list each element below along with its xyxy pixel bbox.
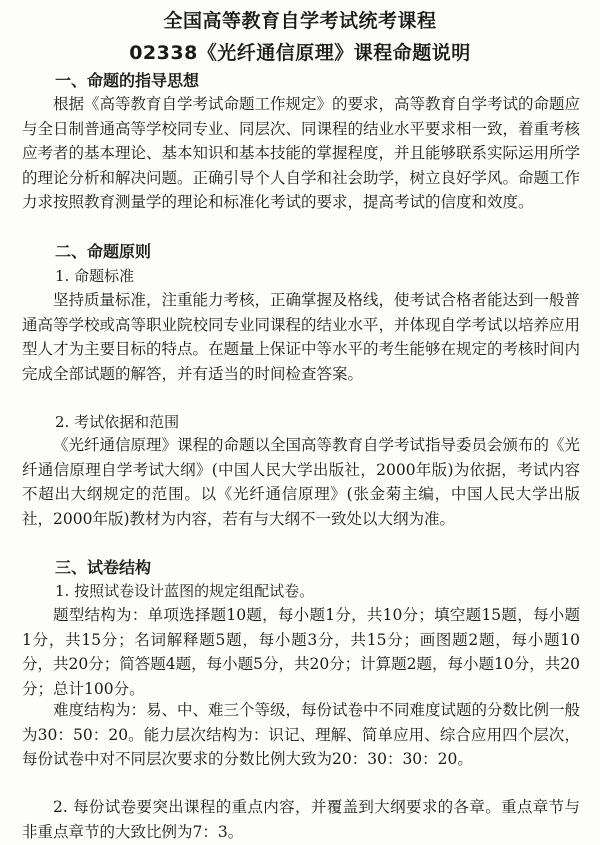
paragraph-difficulty: 难度结构为：易、中、难三个等级，每份试卷中不同难度试题的分数比例一般为30：50：20。能力层次结构为：识记、理解、简单应用、综合应用四个层次，每份试卷中对不同层次要求的分数比例大致为20：30：30：20。 xyxy=(22,701,581,768)
section-heading-principles: 二、命题原则 xyxy=(55,242,152,261)
subheading-blueprint: 1. 按照试卷设计蓝图的规定组配试卷。 xyxy=(55,582,315,600)
document-subtitle: 02338《光纤通信原理》课程命题说明 xyxy=(129,42,471,64)
section-heading-guiding-principle: 一、命题的指导思想 xyxy=(55,71,200,90)
subheading-basis-scope: 2. 考试依据和范围 xyxy=(55,413,180,431)
subheading-standard: 1. 命题标准 xyxy=(55,267,135,285)
paragraph-standard: 坚持质量标准，注重能力考核，正确掌握及格线，使考试合格者能达到一般普通高等学校或高等职业院校同专业同课程的结业水平，并体现自学考试以培养应用型人才为主要目标的特点。在题量上保证中等水平的考生能够在规定的考核时间内完成全部试题的解答，并有适当的时间检查答案。 xyxy=(22,291,581,383)
paragraph-key-content: 2. 每份试卷要突出课程的重点内容，并覆盖到大纲要求的各章。重点章节与非重点章节的大致比例为7：3。 xyxy=(22,798,580,841)
section-heading-paper-structure: 三、试卷结构 xyxy=(55,558,152,577)
document-title: 全国高等教育自学考试统考课程 xyxy=(163,10,437,32)
paragraph-basis-scope: 《光纤通信原理》课程的命题以全国高等教育自学考试指导委员会颁布的《光纤通信原理自学考试大纲》(中国人民大学出版社，2000年版)为依据，考试内容不超出大纲规定的范围。以《光纤通信原理》(张金菊主编，中国人民大学出版社，2000年版)教材为内容，若有与大纲不一致处以大纲为准。 xyxy=(22,436,581,528)
paragraph-guiding-principle: 根据《高等教育自学考试命题工作规定》的要求，高等教育自学考试的命题应与全日制普通高等学校同专业、同层次、同课程的结业水平要求相一致，着重考核应考者的基本理论、基本知识和基本技能的掌握程度，并且能够联系实际运用所学的理论分析和解决问题。正确引导个人自学和社会助学，树立良好学风。命题工作力求按照教育测量学的理论和标准化考试的要求，提高考试的信度和效度。 xyxy=(22,95,581,211)
paragraph-question-types: 题型结构为：单项选择题10题，每小题1分，共10分；填空题15题，每小题1分，共15分；名词解释题5题，每小题3分，共15分；画图题2题，每小题10分，共20分；简答题4题，每小题5分，共20分；计算题2题，每小题10分，共20分；总计100分。 xyxy=(22,606,580,698)
